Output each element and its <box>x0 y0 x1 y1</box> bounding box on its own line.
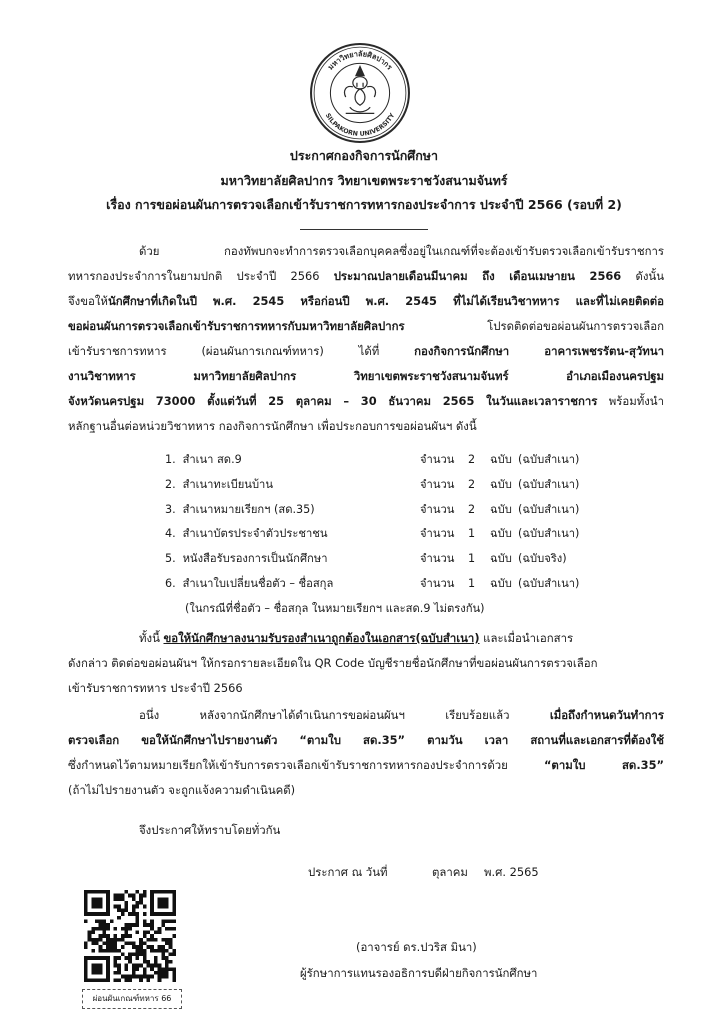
university-seal-logo <box>309 42 411 144</box>
qr-module <box>124 923 128 927</box>
qr-module <box>91 964 102 975</box>
qr-module <box>172 953 176 957</box>
document-item-4: 4. สำเนาบัตรประจำตัวประชาชน <box>165 527 328 540</box>
qr-module <box>88 934 92 938</box>
qr-module <box>106 945 110 949</box>
qr-module <box>132 953 136 957</box>
qr-module <box>169 960 173 964</box>
report-line-2: ตรวจเลือก ขอให้นักศึกษาไปรายงานตัว “ตามใบ สด.35” ตามวัน เวลา สถานที่และเอกสารที่ต้องใช้ <box>68 733 664 747</box>
paragraph-intro <box>68 239 664 439</box>
qr-module <box>169 919 173 923</box>
qr-module <box>165 938 169 942</box>
qr-module <box>132 964 136 968</box>
qr-module <box>121 908 125 912</box>
qr-module <box>132 942 136 946</box>
qr-module <box>158 897 169 908</box>
qr-module <box>99 945 103 949</box>
qr-module <box>139 953 143 957</box>
qr-module <box>150 949 154 953</box>
document-qty-2: จำนวน 2 ฉบับ (ฉบับสำเนา) <box>420 478 580 491</box>
qr-module <box>139 975 143 979</box>
qr-module <box>110 945 114 949</box>
qr-module <box>147 945 151 949</box>
qr-module <box>84 956 88 982</box>
qr-module <box>110 919 114 923</box>
qr-module <box>150 890 154 916</box>
qr-module <box>124 967 128 971</box>
signer-name: (อาจารย์ ดร.ปวริส มินา) <box>356 940 477 954</box>
qr-module <box>128 956 132 960</box>
qr-module <box>165 967 169 971</box>
qr-module <box>106 938 110 942</box>
qr-module <box>136 930 140 934</box>
title-divider <box>300 229 428 230</box>
qr-module <box>106 949 110 953</box>
qr-module <box>113 905 117 909</box>
qr-module <box>169 927 173 931</box>
qr-module <box>143 905 147 909</box>
qr-module <box>128 978 132 982</box>
qr-module <box>147 930 151 934</box>
document-qty-1: จำนวน 2 ฉบับ (ฉบับสำเนา) <box>420 453 580 466</box>
qr-module <box>150 934 154 938</box>
qr-module <box>84 912 110 916</box>
qr-module <box>154 930 158 934</box>
qr-module <box>102 934 106 938</box>
qr-module <box>150 890 176 894</box>
intro-line-5: เข้ารับราชการทหาร (ผ่อนผันการเกณฑ์ทหาร) ได้ที่ กองกิจการนักศึกษา อาคารเพชรรัตน-สุวัทนา <box>68 344 664 358</box>
qr-module <box>143 942 147 946</box>
qr-module <box>91 930 95 934</box>
qr-module <box>113 945 117 949</box>
qr-module <box>169 967 173 971</box>
qr-module <box>110 942 114 946</box>
qr-module <box>124 942 128 946</box>
qr-module <box>121 975 125 979</box>
qr-module <box>88 930 92 934</box>
announcement-date-prefix: ประกาศ ณ วันที่ <box>308 865 388 879</box>
qr-module <box>143 890 147 894</box>
qr-module <box>143 960 147 964</box>
qr-module <box>172 978 176 982</box>
qr-module <box>88 938 92 942</box>
qr-module <box>124 901 128 905</box>
documents-note: (ในกรณีที่ชื่อตัว – ชื่อสกุล ในหมายเรียกฯ และสด.9 ไม่ตรงกัน) <box>185 602 485 615</box>
qr-module <box>102 919 106 923</box>
qr-module <box>124 930 128 934</box>
qr-module <box>132 923 136 927</box>
qr-module <box>143 956 147 960</box>
qr-module <box>172 919 176 923</box>
intro-line-8: หลักฐานอื่นต่อหน่วยวิชาทหาร กองกิจการนักศึกษา เพื่อประกอบการขอผ่อนผันฯ ดังนี้ <box>68 419 477 433</box>
qr-module <box>136 964 140 968</box>
qr-module <box>84 942 88 946</box>
qr-module <box>106 927 110 931</box>
qr-module <box>121 953 125 957</box>
qr-module <box>139 897 143 901</box>
qr-module <box>165 964 169 968</box>
qr-module <box>150 967 154 971</box>
qr-module <box>132 975 136 979</box>
qr-module <box>169 938 173 942</box>
qr-module <box>136 949 140 953</box>
qr-module <box>102 942 106 946</box>
qr-module <box>84 945 88 949</box>
qr-module <box>172 927 176 931</box>
qr-module <box>147 960 151 964</box>
qr-module <box>150 964 154 968</box>
qr-module <box>84 890 110 894</box>
qr-module <box>84 890 88 916</box>
qr-module <box>150 975 154 979</box>
announcement-subject: เรื่อง การขอผ่อนผันการตรวจเลือกเข้ารับราชการทหารกองประจำการ ประจำปี 2566 (รอบที่ 2) <box>106 197 622 212</box>
qr-module <box>161 949 165 953</box>
qr-module <box>139 949 143 953</box>
intro-line-4: ขอผ่อนผันการตรวจเลือกเข้ารับราชการทหารกับมหาวิทยาลัยศิลปากร โปรดติดต่อขอผ่อนผันการตรวจเลือก <box>68 319 664 333</box>
announcement-date-month: ตุลาคม <box>432 865 468 879</box>
qr-module <box>139 938 143 942</box>
certify-line-2: ดังกล่าว ติดต่อขอผ่อนผันฯ ให้กรอกรายละเอียดใน QR Code บัญชีรายชื่อนักศึกษาที่ขอผ่อนผันการตรวจเลือก <box>68 656 598 670</box>
intro-line-6: งานวิชาทหาร มหาวิทยาลัยศิลปากร วิทยาเขตพระราชวังสนามจันทร์ อำเภอเมืองนครปฐม <box>68 369 664 383</box>
qr-module <box>106 890 110 916</box>
qr-module <box>117 964 121 968</box>
qr-module <box>128 894 132 898</box>
qr-module <box>136 956 140 960</box>
qr-module <box>147 975 151 979</box>
qr-module <box>158 945 162 949</box>
university-campus: มหาวิทยาลัยศิลปากร วิทยาเขตพระราชวังสนามจันทร์ <box>220 173 508 188</box>
announcement-issuer: ประกาศกองกิจการนักศึกษา <box>289 148 439 163</box>
qr-module <box>113 927 117 931</box>
qr-module <box>139 901 143 905</box>
qr-module <box>169 945 173 949</box>
signer-position: ผู้รักษาการแทนรองอธิการบดีฝ่ายกิจการนักศึกษา <box>300 966 538 980</box>
qr-module <box>158 971 162 975</box>
qr-module <box>84 978 110 982</box>
qr-module <box>121 945 125 949</box>
qr-module <box>158 978 162 982</box>
qr-module <box>165 949 169 953</box>
qr-module <box>154 956 158 960</box>
qr-module <box>102 930 106 934</box>
intro-line-2: ทหารกองประจำการในยามปกติ ประจำปี 2566 ประมาณปลายเดือนมีนาคม ถึง เดือนเมษายน 2566 ดังนั้น <box>68 269 664 283</box>
qr-module <box>124 964 128 968</box>
qr-module <box>136 967 140 971</box>
qr-module <box>124 956 128 960</box>
qr-module <box>132 912 136 916</box>
qr-module <box>121 897 125 901</box>
qr-module <box>102 927 106 931</box>
qr-module <box>110 938 114 942</box>
qr-module <box>158 964 162 968</box>
intro-line-3: จึงขอให้นักศึกษาที่เกิดในปี พ.ศ. 2545 หรือก่อนปี พ.ศ. 2545 ที่ไม่ได้เรียนวิชาทหาร และที่ไม่เคยติดต่อ <box>68 294 664 308</box>
document-item-1: 1. สำเนา สด.9 <box>165 453 242 466</box>
qr-module <box>128 923 132 927</box>
report-line-4: (ถ้าไม่ไปรายงานตัว จะถูกแจ้งความดำเนินคดี) <box>68 783 296 797</box>
qr-module <box>154 964 158 968</box>
qr-module <box>102 949 106 953</box>
qr-module <box>124 905 128 909</box>
qr-module <box>136 919 140 923</box>
qr-module <box>95 927 99 931</box>
document-qty-4: จำนวน 1 ฉบับ (ฉบับสำเนา) <box>420 527 580 540</box>
qr-module <box>165 942 169 946</box>
qr-module <box>121 912 125 916</box>
qr-module <box>113 956 117 960</box>
qr-module <box>154 949 158 953</box>
qr-module <box>161 923 165 927</box>
qr-module <box>165 927 169 931</box>
qr-module <box>128 975 132 979</box>
qr-module <box>158 967 162 971</box>
qr-module <box>158 930 162 934</box>
qr-module <box>132 945 136 949</box>
intro-line-7: จังหวัดนครปฐม 73000 ตั้งแต่วันที่ 25 ตุลาคม – 30 ธันวาคม 2565 ในวันและเวลาราชการ พร้อมทั้งนำ <box>68 394 664 408</box>
document-item-2: 2. สำเนาทะเบียนบ้าน <box>165 478 273 491</box>
qr-module <box>91 942 95 946</box>
document-item-3: 3. สำเนาหมายเรียกฯ (สด.35) <box>165 503 315 516</box>
qr-module <box>169 953 173 957</box>
qr-module <box>99 923 103 927</box>
qr-module <box>143 934 147 938</box>
qr-module <box>161 953 165 957</box>
qr-module <box>121 894 125 898</box>
qr-module <box>84 919 88 923</box>
qr-module <box>136 912 140 916</box>
qr-module <box>172 971 176 975</box>
qr-module <box>95 938 99 942</box>
qr-module <box>150 927 154 931</box>
qr-module <box>161 956 165 960</box>
qr-module <box>128 912 132 916</box>
qr-module <box>106 956 110 982</box>
qr-module <box>154 938 158 942</box>
qr-module <box>113 938 117 942</box>
qr-module <box>91 897 102 908</box>
qr-module <box>124 927 128 931</box>
certify-line-1: ทั้งนี้ ขอให้นักศึกษาลงนามรับรองสำเนาถูกต้องในเอกสาร(ฉบับสำเนา) และเมื่อนำเอกสาร <box>139 631 574 645</box>
intro-line-1: ด้วย กองทัพบกจะทำการตรวจเลือกบุคคลซึ่งอยู่ในเกณฑ์ที่จะต้องเข้ารับตรวจเลือกเข้ารับราชการ <box>139 244 664 258</box>
qr-module <box>143 967 147 971</box>
qr-module <box>154 960 158 964</box>
qr-module <box>121 934 125 938</box>
qr-module <box>124 890 128 894</box>
qr-module <box>150 912 176 916</box>
qr-module <box>143 949 147 953</box>
qr-module <box>102 923 106 927</box>
qr-module <box>113 894 117 898</box>
qr-module <box>121 938 125 942</box>
qr-module <box>136 923 140 927</box>
qr-module <box>136 901 140 905</box>
qr-module <box>124 975 128 979</box>
qr-module <box>161 967 165 971</box>
qr-caption: ผ่อนผันเกณฑ์ทหาร 66 <box>82 989 182 1009</box>
qr-module <box>150 923 154 927</box>
qr-module <box>165 956 169 960</box>
certify-line-3: เข้ารับราชการทหาร ประจำปี 2566 <box>68 681 243 695</box>
paragraph-report <box>68 703 664 803</box>
qr-module <box>143 923 147 927</box>
qr-module <box>117 978 121 982</box>
qr-module <box>136 945 140 949</box>
document-qty-3: จำนวน 2 ฉบับ (ฉบับสำเนา) <box>420 503 580 516</box>
document-qty-5: จำนวน 1 ฉบับ (ฉบับจริง) <box>420 552 567 565</box>
qr-module <box>132 971 136 975</box>
qr-module <box>117 971 121 975</box>
qr-module <box>136 953 140 957</box>
qr-module <box>150 945 154 949</box>
qr-module <box>143 975 147 979</box>
qr-module <box>172 975 176 979</box>
qr-module <box>117 908 121 912</box>
qr-module <box>99 919 103 923</box>
report-line-3: ซึ่งกำหนดไว้ตามหมายเรียกให้เข้ารับการตรวจเลือกเข้ารับราชการทหารกองประจำการด้วย “ตามใบ สด.35” <box>68 758 664 772</box>
qr-module <box>124 934 128 938</box>
qr-module <box>147 923 151 927</box>
qr-module <box>132 908 136 912</box>
qr-module <box>117 897 121 901</box>
qr-module <box>99 934 103 938</box>
qr-module <box>172 967 176 971</box>
qr-module <box>95 942 99 946</box>
qr-module <box>136 905 140 909</box>
qr-module <box>132 894 136 898</box>
qr-module <box>158 975 162 979</box>
qr-module <box>117 938 121 942</box>
qr-module <box>139 964 143 968</box>
qr-module <box>172 934 176 938</box>
report-line-1: อนึ่ง หลังจากนักศึกษาได้ดำเนินการขอผ่อนผันฯ เรียบร้อยแล้ว เมื่อถึงกำหนดวันทำการ <box>139 708 664 722</box>
qr-module <box>143 894 147 898</box>
qr-module <box>113 960 117 964</box>
qr-module <box>143 953 147 957</box>
qr-module <box>113 942 117 946</box>
qr-module <box>150 919 154 923</box>
qr-module <box>95 919 99 923</box>
qr-module <box>165 971 169 975</box>
seal-thai-text: มหาวิทยาลัยศิลปากร <box>325 49 395 72</box>
qr-module <box>117 956 121 960</box>
qr-module <box>165 975 169 979</box>
qr-module <box>99 949 103 953</box>
qr-module <box>113 949 117 953</box>
qr-module <box>117 894 121 898</box>
qr-module <box>139 945 143 949</box>
qr-module <box>147 938 151 942</box>
qr-module <box>161 919 165 923</box>
qr-module <box>91 927 95 931</box>
document-qty-6: จำนวน 1 ฉบับ (ฉบับสำเนา) <box>420 577 580 590</box>
qr-module <box>117 967 121 971</box>
qr-module <box>99 938 103 942</box>
qr-module <box>161 938 165 942</box>
document-item-5: 5. หนังสือรับรองการเป็นนักศึกษา <box>165 552 328 565</box>
qr-module <box>136 975 140 979</box>
qr-module <box>139 894 143 898</box>
qr-module <box>169 942 173 946</box>
qr-module <box>132 897 136 901</box>
qr-module <box>124 978 128 982</box>
seal-english-text: SILPAKORN UNIVERSITY <box>323 112 397 138</box>
qr-module <box>113 897 117 901</box>
qr-module <box>143 930 147 934</box>
qr-module <box>113 934 117 938</box>
qr-module <box>147 964 151 968</box>
qr-module <box>161 945 165 949</box>
qr-module <box>136 890 140 894</box>
qr-module <box>117 916 121 920</box>
qr-module <box>147 978 151 982</box>
qr-code-icon[interactable] <box>84 890 176 982</box>
qr-module <box>132 905 136 909</box>
qr-module <box>161 971 165 975</box>
qr-module <box>158 927 162 931</box>
closing-statement: จึงประกาศให้ทราบโดยทั่วกัน <box>139 823 281 837</box>
qr-module <box>128 934 132 938</box>
qr-module <box>172 890 176 916</box>
qr-module <box>113 971 117 975</box>
qr-module <box>165 919 169 923</box>
qr-module <box>128 953 132 957</box>
qr-module <box>143 919 147 923</box>
qr-module <box>91 949 95 953</box>
qr-module <box>84 956 110 960</box>
qr-module <box>106 934 110 938</box>
qr-module <box>165 960 169 964</box>
qr-module <box>172 949 176 953</box>
qr-module <box>91 938 95 942</box>
qr-module <box>106 923 110 927</box>
qr-module <box>117 905 121 909</box>
qr-module <box>110 949 114 953</box>
qr-module <box>158 949 162 953</box>
qr-module <box>143 912 147 916</box>
qr-module <box>117 949 121 953</box>
qr-module <box>161 975 165 979</box>
qr-module <box>99 927 103 931</box>
paragraph-certify <box>68 626 664 701</box>
qr-module <box>132 967 136 971</box>
qr-module <box>154 971 158 975</box>
qr-module <box>124 908 128 912</box>
qr-module <box>113 964 117 968</box>
document-item-6: 6. สำเนาใบเปลี่ยนชื่อตัว – ชื่อสกุล <box>165 577 334 590</box>
qr-module <box>136 916 140 920</box>
qr-module <box>150 938 154 942</box>
qr-module <box>139 942 143 946</box>
qr-module <box>106 942 110 946</box>
announcement-date-year: พ.ศ. 2565 <box>484 865 539 879</box>
qr-module <box>128 927 132 931</box>
qr-module <box>113 978 117 982</box>
qr-module <box>128 960 132 964</box>
qr-module <box>143 971 147 975</box>
qr-module <box>121 927 125 931</box>
qr-module <box>128 942 132 946</box>
qr-module <box>139 978 143 982</box>
